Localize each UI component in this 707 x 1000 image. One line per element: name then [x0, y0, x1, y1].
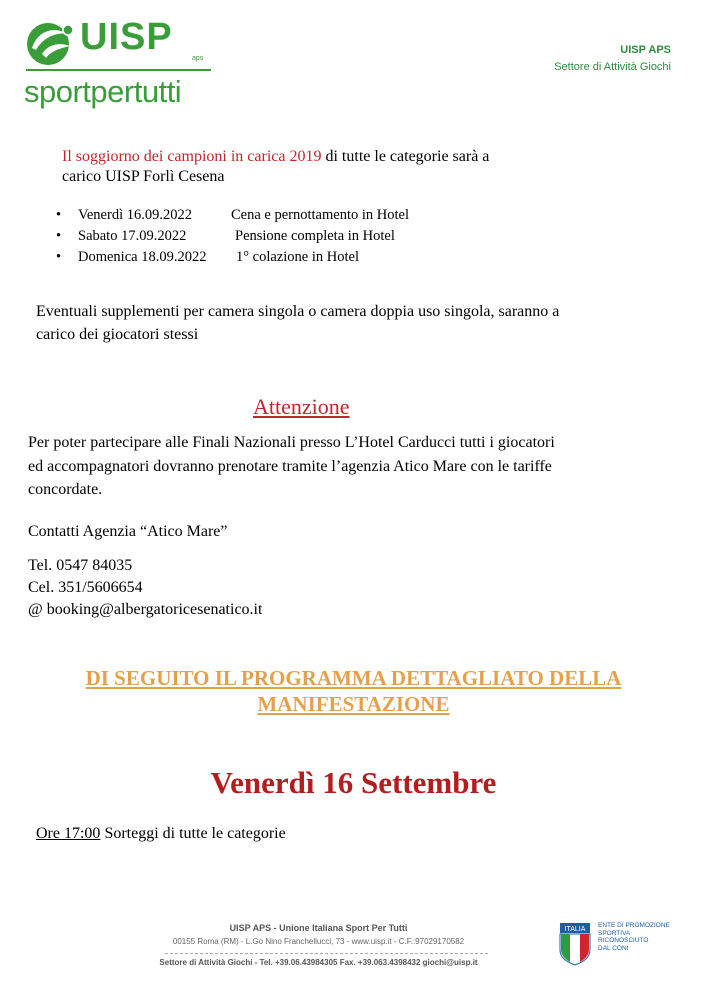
attention-line3: concordate. [28, 481, 103, 498]
program-heading-line2: MANIFESTAZIONE [257, 692, 450, 716]
supplements-line1: Eventuali supplementi per camera singola o camera doppia uso singola, saranno a [36, 303, 560, 320]
program-event: Sorteggi di tutte le categorie [100, 825, 286, 842]
program-day-title: Venerdì 16 Settembre [210, 765, 497, 800]
coni-shield-icon [559, 922, 591, 966]
program-time: Ore 17:00 [36, 825, 101, 842]
footer-divider [165, 953, 488, 954]
intro-rest-text: di tutte le categorie sarà a [321, 148, 490, 165]
intro-red-text: Il soggiorno dei campioni in carica 2019 [62, 148, 322, 165]
logo-tagline: sportpertutti [24, 74, 182, 109]
logo-aps-text: aps [192, 55, 204, 62]
contacts-cel: Cel. 351/5606654 [28, 579, 143, 596]
uisp-logo-emblem [24, 20, 76, 66]
svg-text:ITALIA: ITALIA [564, 926, 586, 933]
list-item: • Sabato 17.09.2022 Pensione completa in Hotel [78, 226, 409, 247]
contacts-tel: Tel. 0547 84035 [28, 557, 133, 574]
footer-address: 00155 Roma (RM) - L.Go Nino Franchellucci, 73 - www.uisp.it - C.F.:97029170582 [172, 937, 465, 946]
bullet-icon: • [56, 228, 62, 244]
coni-recognition-text: ENTE DI PROMOZIONE SPORTIVA RICONOSCIUTO DAL CONI [598, 922, 670, 952]
supplements-line2: carico dei giocatori stessi [36, 326, 199, 343]
footer-org: UISP APS - Unione Italiana Sport Per Tutti [229, 923, 408, 933]
contacts-email[interactable]: @ booking@albergatoricesenatico.it [28, 601, 263, 618]
intro-line2: carico UISP Forlì Cesena [62, 168, 225, 185]
bullet-icon: • [56, 249, 62, 265]
attention-title: Attenzione [253, 394, 350, 419]
list-item: • Venerdì 16.09.2022 Cena e pernottamento in Hotel [78, 205, 409, 226]
intro-line1 [62, 147, 489, 167]
header-sector: Settore di Attività Giochi [554, 61, 671, 73]
logo-divider [26, 69, 211, 71]
list-item: • Domenica 18.09.2022 1° colazione in Hotel [78, 247, 409, 268]
program-time-line [36, 824, 286, 844]
bullet-icon: • [56, 207, 62, 223]
logo-uisp-text: UISP [80, 16, 173, 58]
attention-line1: Per poter partecipare alle Finali Nazionali presso L’Hotel Carducci tutti i giocatori [28, 434, 555, 451]
attention-line2: ed accompagnatori dovranno prenotare tramite l’agenzia Atico Mare con le tariffe [28, 458, 552, 475]
program-heading-line1: DI SEGUITO IL PROGRAMMA DETTAGLIATO DELLA [85, 666, 622, 690]
footer-contacts: Settore di Attività Giochi - Tel. +39.06.43984305 Fax. +39.063.4398432 giochi@uisp.it [159, 958, 478, 967]
contacts-title: Contatti Agenzia “Atico Mare” [28, 523, 228, 540]
header-org: UISP APS [620, 44, 671, 56]
schedule-list [56, 205, 409, 268]
